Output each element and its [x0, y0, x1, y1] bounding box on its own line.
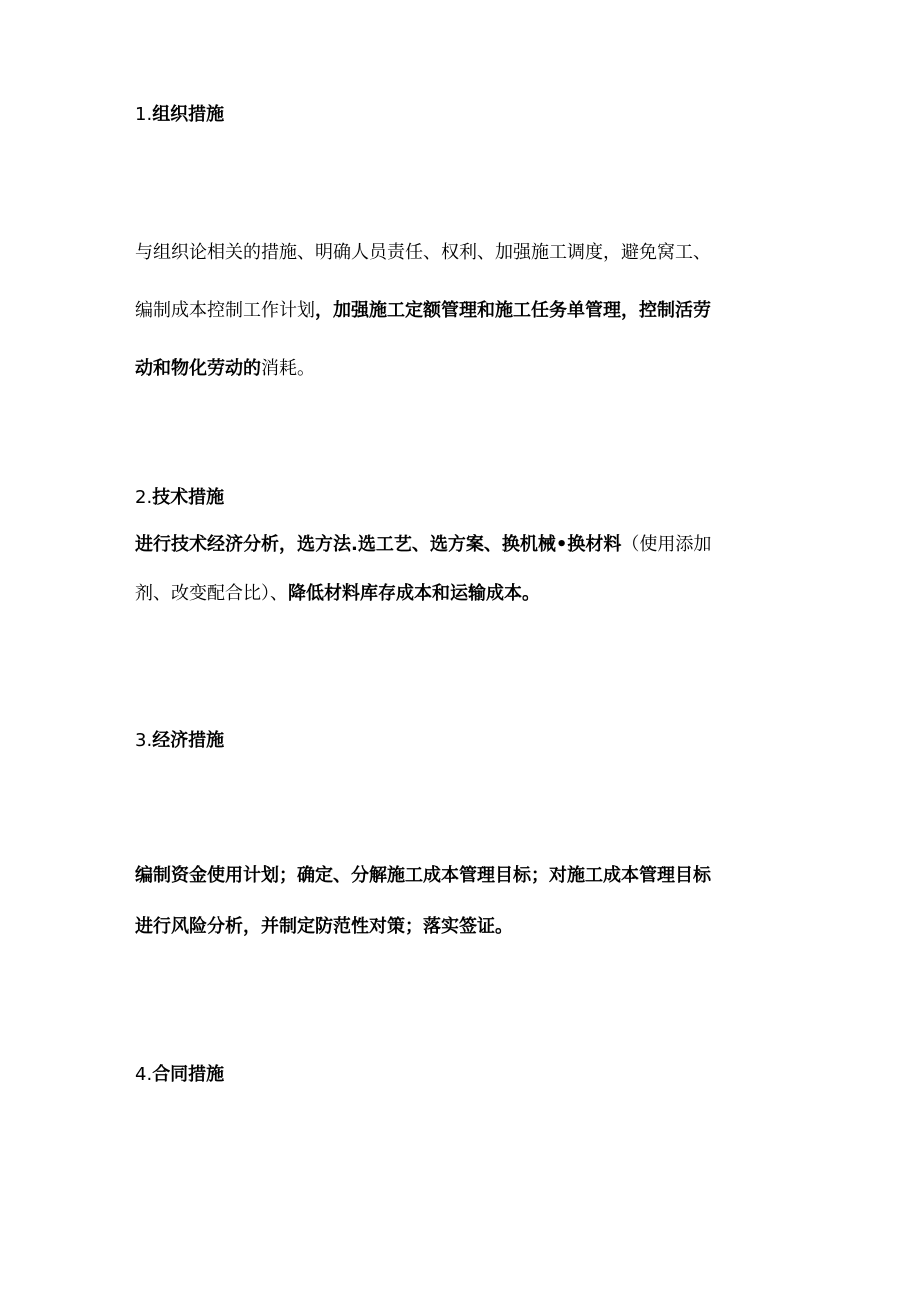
text-run-bold: 动和物化劳动的: [135, 358, 261, 379]
section-number: 1.: [135, 104, 153, 125]
text-run-bold: 降低材料库存成本和运输成本。: [288, 583, 540, 604]
section-title: 合同措施: [152, 1064, 225, 1085]
paragraph-line: [135, 296, 795, 325]
text-run-bold: 编制资金使用计划；确定、分解施工成本管理目标；对施工成本管理目标: [135, 865, 711, 886]
section-3-paragraph: [135, 861, 795, 941]
text-run: 消耗。: [261, 358, 315, 379]
section-number: 2.: [135, 487, 153, 508]
section-2-heading: [135, 486, 224, 510]
text-run-bold: ，加强施工定额管理和施工任务单管理，控制活劳: [315, 300, 711, 321]
section-2-paragraph: [135, 530, 795, 608]
text-run-bold: 进行技术经济分析，选方法.选工艺、选方案、换机械•换材料: [135, 534, 622, 555]
section-number: 3.: [135, 730, 153, 751]
paragraph-line: [135, 354, 795, 383]
paragraph-line: [135, 912, 795, 941]
section-3-heading: [135, 729, 224, 753]
text-run: 编制成本控制工作计划: [135, 300, 315, 321]
text-run: （使用添加: [621, 534, 712, 555]
text-run: 剂、改变配合比）、: [135, 583, 288, 604]
paragraph-line: [135, 530, 795, 559]
section-4-heading: [135, 1063, 224, 1087]
paragraph-line: [135, 861, 795, 890]
paragraph-line: [135, 579, 795, 608]
section-title: 组织措施: [152, 104, 225, 125]
section-title: 技术措施: [152, 487, 225, 508]
section-number: 4.: [135, 1064, 153, 1085]
paragraph-line: [135, 238, 795, 267]
section-1-paragraph: [135, 238, 795, 383]
text-run: 与组织论相关的措施、明确人员责任、权利、加强施工调度，避免窝工、: [135, 242, 711, 263]
text-run-bold: 进行风险分析，并制定防范性对策；落实签证。: [135, 916, 513, 937]
section-title: 经济措施: [152, 730, 225, 751]
section-1-heading: [135, 103, 224, 127]
